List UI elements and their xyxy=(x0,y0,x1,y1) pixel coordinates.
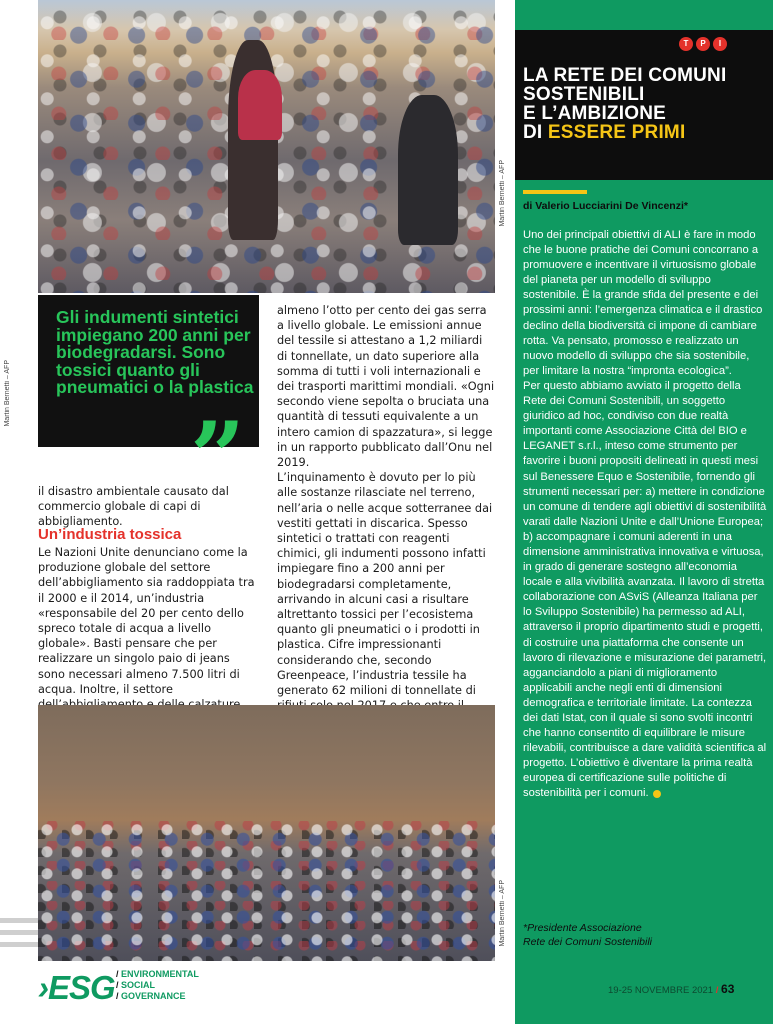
sidebar-paragraph-1: Uno dei principali obiettivi di ALI è fare in modo che le buone pratiche dei Comuni concorrano a promuovere e incentivare il virtuosismo globale del pianeta per un modello di sviluppo sostenibile. È la grande sfida del presente e dei prossimi anni: l’emergenza climatica e il drastico declino della biodiversità ci impone di cambiare rotta. Va pensato, promosso e realizzato un nuovo modello di sviluppo che sia sostenibile, per limitare la nostra “impronta ecologica”. xyxy=(523,229,763,377)
title-line: SOSTENIBILI xyxy=(523,84,645,105)
esg-logo: ›ESG xyxy=(38,969,115,1006)
quote-mark-icon: ” xyxy=(190,401,246,514)
esg-logo-text: ESG xyxy=(48,969,115,1006)
photo-credit-top: Martin Bernetti – AFP xyxy=(499,160,506,227)
title-line: E L’AMBIZIONE xyxy=(523,103,666,124)
intro-paragraph: il disastro ambientale causato dal commercio globale di capi di abbigliamento. xyxy=(38,485,229,529)
decor-stripe xyxy=(0,930,38,935)
author-note xyxy=(523,921,652,949)
pull-quote-text: Gli indumenti sintetici impiegano 200 anni per biodegradarsi. Sono tossici quanto gli pneumatici o la plastica xyxy=(56,307,254,397)
sidebar-title xyxy=(523,66,763,142)
issue-date: 19-25 NOVEMBRE 2021 xyxy=(608,985,714,996)
note-line: Rete dei Comuni Sostenibili xyxy=(523,936,652,948)
note-line: *Presidente Associazione xyxy=(523,922,642,934)
yellow-rule xyxy=(523,190,587,194)
tpi-letter: P xyxy=(696,37,710,51)
photo-clothing-landfill xyxy=(38,705,495,961)
end-mark-icon xyxy=(653,790,661,798)
left-column-intro xyxy=(38,484,260,530)
tpi-logo xyxy=(679,33,730,51)
tpi-letter: T xyxy=(679,37,693,51)
legend-item: SOCIAL xyxy=(121,980,156,990)
photo-credit-bottom: Martin Bernetti – AFP xyxy=(499,880,506,947)
tpi-letter: I xyxy=(713,37,727,51)
middle-paragraph-1: almeno l’otto per cento dei gas serra a livello globale. Le emissioni annue del tessile si attestano a 1,2 miliardi di tonnellate, un dato superiore alla somma di tutti i voli internazionali e dei trasporti marittimi mondiali. «Ogni secondo viene sepolta o bruciata una quantità di tessuti equivalente a un intero camion di spazzatura», si legge in un rapporto pubblicato dall’Onu nel 2019. xyxy=(277,304,495,470)
legend-item: GOVERNANCE xyxy=(121,991,186,1001)
page-number: 63 xyxy=(721,982,735,996)
title-line: DI xyxy=(523,122,548,143)
author-byline: di Valerio Lucciarini De Vincenzi* xyxy=(523,200,688,212)
page-footer: 19-25 NOVEMBRE 2021 / 63 xyxy=(608,982,735,996)
middle-column xyxy=(277,303,496,744)
sidebar-paragraph-2: Per questo abbiamo avviato il progetto della Rete dei Comuni Sostenibili, un soggetto giuridico ad hoc, condiviso con due realtà importanti come Associazione Città del BIO e LEGANET s.r.l., inteso come strumento per favorire i buoni propositi delineati in questi mesi sul Benessere Equo e Sostenibile, fornendo gli strumenti necessari per: a) mettere in condizione un comune di tendere agli obiettivi di sostenibilità varati dalle Nazioni Unite e dall’Unione Europea; b) accompagnare i comuni aderenti in una dimensione amministrativa innovativa e virtuosa, in grado di generare sostegno all’economia locale e alla vivibilità avanzata. Il lavoro di stretta collaborazione con ASviS (Alleanza Italiana per lo Sviluppo Sostenibile) ha permesso ad ALI, attraverso il proprio dipartimento studi e progetti, di costruire una piattaforma che consente un lavoro di rilevazione e misurazione dei parametri, agganciandolo a piani di miglioramento applicabili anche negli enti di dimensioni demografica e territoriale limitate. La contezza dei dati Istat, con il quale si sono svolti incontri che hanno consentito di equilibrare le misure rilevabili, contribuisce a dare validità scientifica al progetto. L’obiettivo è diventare la prima realtà europea di certificazione sulle politiche di sostenibilità per i comuni. xyxy=(523,379,767,800)
legend-item: ENVIRONMENTAL xyxy=(121,969,199,979)
decor-stripe xyxy=(0,942,38,947)
sidebar-body xyxy=(523,228,767,802)
middle-paragraph-2: L’inquinamento è dovuto per lo più alle sostanze rilasciate nel terreno, nell’aria o nelle acque sotterranee dai vestiti gettati in discarica. Spesso sintetici o trattati con reagenti chimici, gli indumenti possono infatti impiegare fino a 200 anni per biodegradarsi completamente, arrivando in alcuni casi a risultare altrettanto tossici per l’ecosistema quanto gli pneumatici o i prodotti in plastica. Cifre impressionanti considerando che, secondo Greenpeace, l’industria tessile ha generato 62 milioni di tonnellate di xyxy=(277,471,493,698)
title-line: LA RETE DEI COMUNI xyxy=(523,65,727,86)
esg-legend: / ENVIRONMENTAL / SOCIAL / GOVERNANCE xyxy=(116,969,199,1001)
photo-clothing-dump-people xyxy=(38,0,495,293)
title-highlight: ESSERE PRIMI xyxy=(547,122,686,143)
left-column-body xyxy=(38,545,260,727)
left-body-paragraph: Le Nazioni Unite denunciano come la produzione globale del settore dell’abbigliamento sia raddoppiata tra il 2000 e il 2014, un’industria «responsabile del 20 per cento dello spreco totale di acqua a livello globale». Basti pensare che per realizzare un singolo paio di jeans sono necessari almeno 7.500 litri di acqua. Inoltre, il settore xyxy=(38,546,255,696)
section-subhead: Un’industria tossica xyxy=(38,526,182,543)
decor-stripe xyxy=(0,918,38,923)
photo-credit-side: Martin Bernetti – AFP xyxy=(4,360,11,427)
